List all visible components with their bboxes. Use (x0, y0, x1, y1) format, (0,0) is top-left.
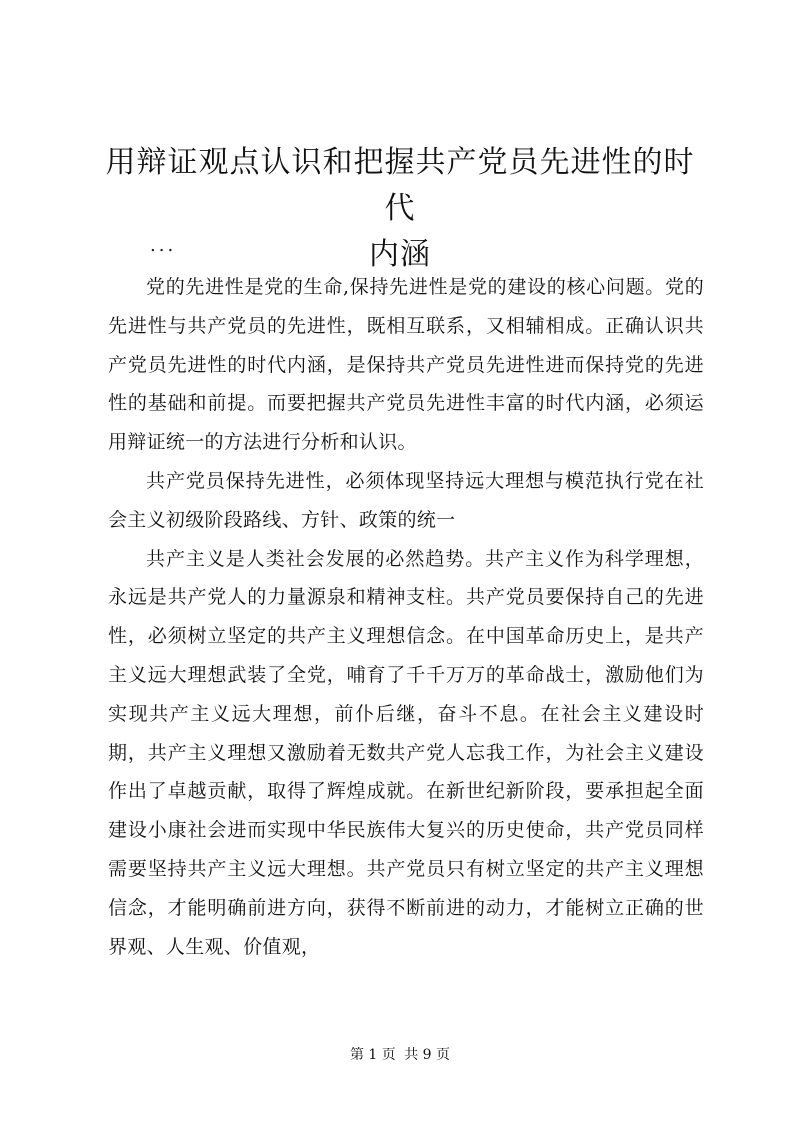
title-line-1: 用辩证观点认识和把握共产党员先进性的时代 (105, 145, 695, 226)
page-number-total: 共 9 页 (404, 1047, 451, 1063)
page-number-current: 第 1 页 (349, 1047, 396, 1063)
paragraph-heading: 共产党员保持先进性，必须体现坚持远大理想与模范执行党在社会主义初级阶段路线、方针、政策的统一 (108, 469, 704, 531)
paragraph-communism: 共产主义是人类社会发展的必然趋势。共产主义作为科学理想，永远是共产党人的力量源泉和精神支柱。共产党员要保持自己的先进性，必须树立坚定的共产主义理想信念。在中国革命历史上，是共产主义远大理想武装了全党，哺育了千千万万的革命战士，激励他们为实现共产主义远大理想，前仆后继，奋斗不息。在社会主义建设时期，共产主义理想又激励着无数共产党人忘我工作，为社会主义建设作出了卓越贡献，取得了辉煌成就。在新世纪新阶段，要承担起全面建设小康社会进而实现中华民族伟大复兴的历史使命，共产党员同样需要坚持共产主义远大理想。共产党员只有树立坚定的共产主义理想信念，才能明确前进方向，获得不断前进的动力，才能树立正确的世界观、人生观、价值观， (108, 547, 704, 958)
document-body (108, 268, 704, 966)
ellipsis-marker: ... (150, 235, 177, 256)
title-line-2: 内涵 (369, 237, 431, 272)
document-title (100, 140, 700, 278)
paragraph-intro: 党的先进性是党的生命,保持先进性是党的建设的核心问题。党的先进性与共产党员的先进性，既相互联系，又相辅相成。正确认识共产党员先进性的时代内涵，是保持共产党员先进性进而保持党的先进性的基础和前提。而要把握共产党员先进性丰富的时代内涵，必须运用辩证统一的方法进行分析和认识。 (108, 276, 704, 454)
page-footer (0, 1046, 800, 1064)
